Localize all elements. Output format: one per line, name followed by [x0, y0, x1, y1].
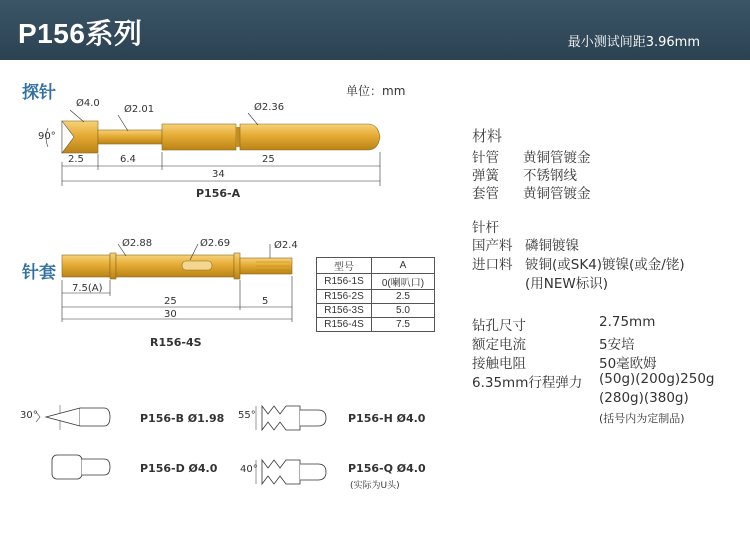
- table-row: [317, 304, 435, 318]
- material-name: 针管: [472, 150, 499, 166]
- plunger-name: 进口料: [472, 257, 513, 273]
- table-header: A: [372, 258, 435, 274]
- spec-name: 接触电阻: [472, 356, 526, 372]
- tip-d-drawing: [52, 455, 110, 479]
- force-extra: (280g)(380g): [599, 390, 689, 406]
- table-cell: 2.5: [372, 290, 435, 304]
- tip-h-drawing: [256, 406, 326, 430]
- rec-dia-3: Ø2.4: [274, 240, 298, 251]
- spec-value: (50g)(200g)250g: [599, 371, 715, 387]
- spec-name: 钻孔尺寸: [472, 318, 526, 334]
- page-title: P156系列: [18, 18, 143, 49]
- probe-len-total: 34: [212, 169, 225, 180]
- table-cell: R156-1S: [317, 274, 372, 290]
- table-cell: 0(喇叭口): [372, 274, 435, 290]
- probe-angle: 90°: [38, 131, 56, 142]
- spec-value: 50毫欧姆: [599, 356, 657, 372]
- tip-b-drawing: [36, 405, 110, 430]
- plunger-note: (用NEW标识): [525, 276, 609, 292]
- min-pitch-label: 最小测试间距3.96mm: [567, 35, 700, 50]
- probe-len-1: 2.5: [68, 154, 84, 165]
- table-cell: R156-4S: [317, 318, 372, 332]
- rec-len-2: 5: [262, 296, 269, 307]
- tip-d-label: P156-D Ø4.0: [140, 462, 218, 475]
- rec-dia-2: Ø2.69: [200, 238, 231, 249]
- rec-dia-1: Ø2.88: [122, 238, 153, 249]
- probe-dia-head: Ø4.0: [76, 98, 100, 109]
- force-note: (括号内为定制品): [599, 412, 685, 425]
- plunger-title: 针杆: [472, 220, 499, 236]
- spec-value: 5安培: [599, 337, 635, 353]
- rec-len-total: 30: [164, 309, 177, 320]
- table-header: 型号: [317, 258, 372, 274]
- table-row: [317, 318, 435, 332]
- table-cell: R156-2S: [317, 290, 372, 304]
- tip-h-angle: 55°: [238, 410, 256, 421]
- tip-q-note: (实际为U头): [350, 481, 400, 491]
- unit-label: 单位：mm: [346, 84, 406, 98]
- plunger-value: 铍铜(或SK4)镀镍(或金/铑): [525, 257, 685, 273]
- receptacle-section-title: 针套: [22, 263, 56, 283]
- table-cell: 5.0: [372, 304, 435, 318]
- table-cell: R156-3S: [317, 304, 372, 318]
- receptacle-model: R156-4S: [150, 336, 202, 349]
- tip-q-angle: 40°: [240, 464, 258, 475]
- plunger-value: 磷铜镀镍: [525, 238, 579, 254]
- table-header-row: [317, 258, 435, 274]
- probe-dia-plunger: Ø2.01: [124, 104, 155, 115]
- probe-len-2: 6.4: [120, 154, 136, 165]
- receptacle-table: [316, 257, 435, 332]
- table-row: [317, 290, 435, 304]
- material-name: 弹簧: [472, 168, 499, 184]
- table-row: [317, 274, 435, 290]
- table-cell: 7.5: [372, 318, 435, 332]
- material-name: 套管: [472, 186, 499, 202]
- probe-section-title: 探针: [22, 83, 56, 103]
- rec-len-1: 25: [164, 296, 177, 307]
- probe-dia-barrel: Ø2.36: [254, 102, 285, 113]
- material-value: 黄铜管镀金: [523, 150, 591, 166]
- probe-model: P156-A: [196, 187, 241, 200]
- plunger-name: 国产料: [472, 238, 513, 254]
- material-value: 不锈钢线: [523, 168, 577, 184]
- spec-name: 6.35mm行程弹力: [472, 375, 583, 391]
- rec-dim-a: 7.5(A): [72, 283, 103, 294]
- spec-value: 2.75mm: [599, 314, 656, 330]
- tip-b-label: P156-B Ø1.98: [140, 412, 225, 425]
- tip-b-angle: 30°: [20, 410, 38, 421]
- tip-h-label: P156-H Ø4.0: [348, 412, 426, 425]
- tip-q-drawing: [256, 460, 326, 484]
- materials-title: 材料: [472, 127, 503, 145]
- spec-name: 额定电流: [472, 337, 526, 353]
- material-value: 黄铜管镀金: [523, 186, 591, 202]
- tip-q-label: P156-Q Ø4.0: [348, 462, 426, 475]
- probe-len-3: 25: [262, 154, 275, 165]
